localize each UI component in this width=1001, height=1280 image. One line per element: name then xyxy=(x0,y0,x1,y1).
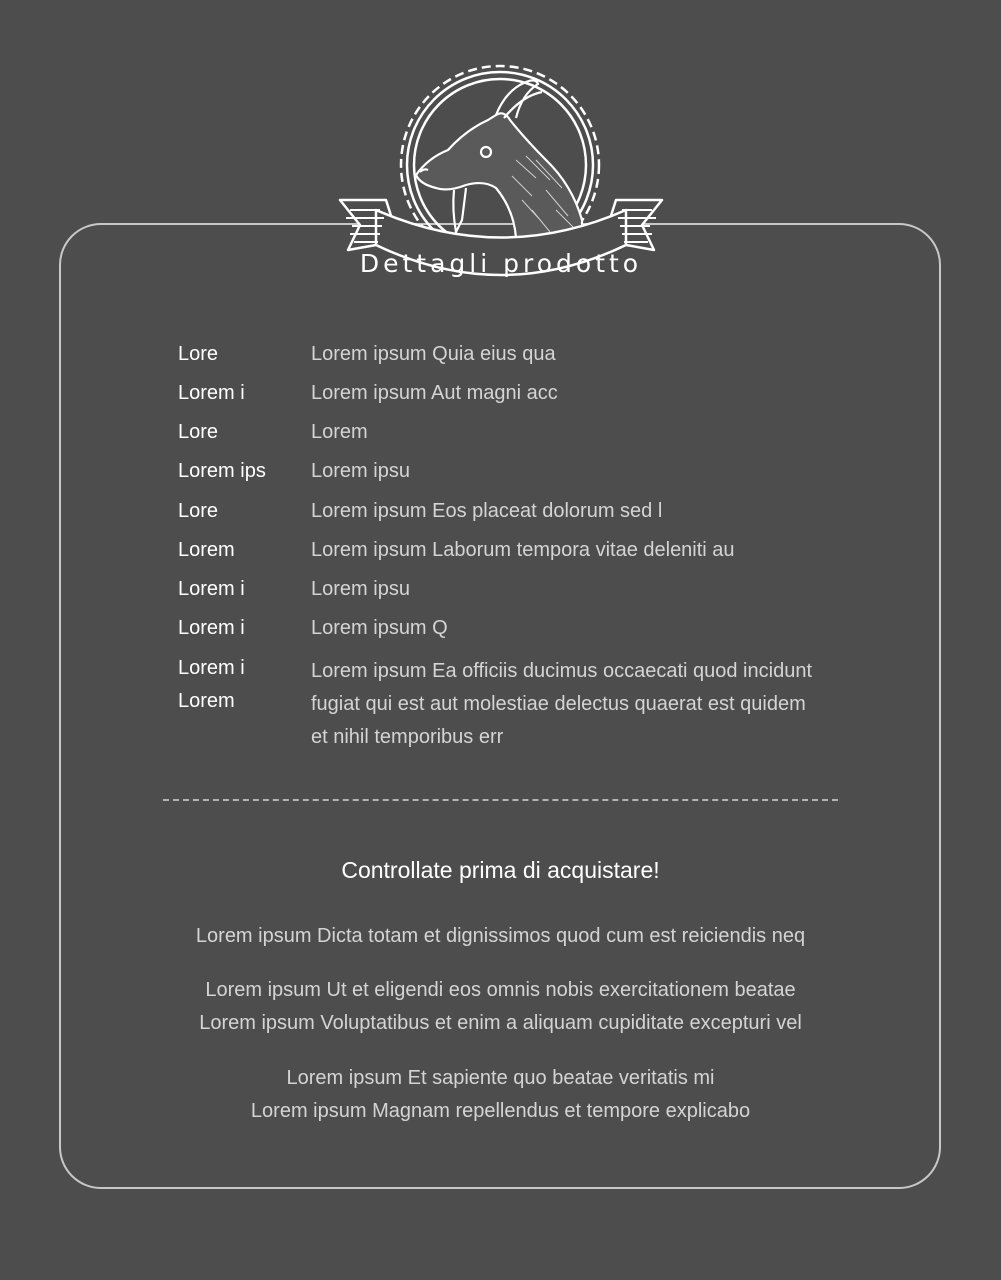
notice-line: Lorem ipsum Et sapiente quo beatae veritatis mi xyxy=(286,1067,715,1089)
spec-key: Lorem xyxy=(178,539,235,561)
spec-key: Lore xyxy=(178,421,219,443)
dashed-divider xyxy=(163,799,838,801)
notice-paragraph xyxy=(100,920,901,953)
spec-value: Lorem ipsum Q xyxy=(311,617,448,639)
spec-value: Lorem ipsum Aut magni acc xyxy=(311,382,558,404)
spec-value: Lorem ipsu xyxy=(311,578,410,600)
spec-key: Lorem i xyxy=(178,382,245,404)
notice-line: Lorem ipsum Magnam repellendus et tempore explicabo xyxy=(250,1100,751,1122)
page-title: Dettagli prodotto xyxy=(359,249,643,278)
spec-value: Lorem ipsum Ea officiis ducimus occaecati quod incidunt fugiat qui est aut molestiae delectus quaerat est quidem et nihil temporibus err xyxy=(311,660,812,748)
spec-key: Lorem i xyxy=(178,578,245,600)
spec-value: Lorem ipsum Laborum tempora vitae deleniti au xyxy=(311,539,735,561)
spec-key: Lorem i xyxy=(178,657,245,679)
spec-key: Lore xyxy=(178,500,219,522)
notice-paragraph xyxy=(100,1062,901,1128)
spec-key-secondary: Lorem xyxy=(178,690,235,712)
spec-value: Lorem xyxy=(311,421,368,443)
spec-key: Lorem ips xyxy=(178,460,266,482)
spec-value: Lorem ipsum Eos placeat dolorum sed l xyxy=(311,500,663,522)
spec-value: Lorem ipsu xyxy=(311,460,410,482)
notice-line: Lorem ipsum Ut et eligendi eos omnis nobis exercitationem beatae xyxy=(205,979,796,1001)
notice-paragraph xyxy=(100,974,901,1040)
notice-line: Lorem ipsum Dicta totam et dignissimos quod cum est reiciendis neq xyxy=(195,925,806,947)
spec-key: Lore xyxy=(178,343,219,365)
spec-key: Lorem i xyxy=(178,617,245,639)
notice-heading: Controllate prima di acquistare! xyxy=(341,857,660,883)
spec-value: Lorem ipsum Quia eius qua xyxy=(311,343,556,365)
notice-line: Lorem ipsum Voluptatibus et enim a aliquam cupiditate excepturi vel xyxy=(199,1012,802,1034)
